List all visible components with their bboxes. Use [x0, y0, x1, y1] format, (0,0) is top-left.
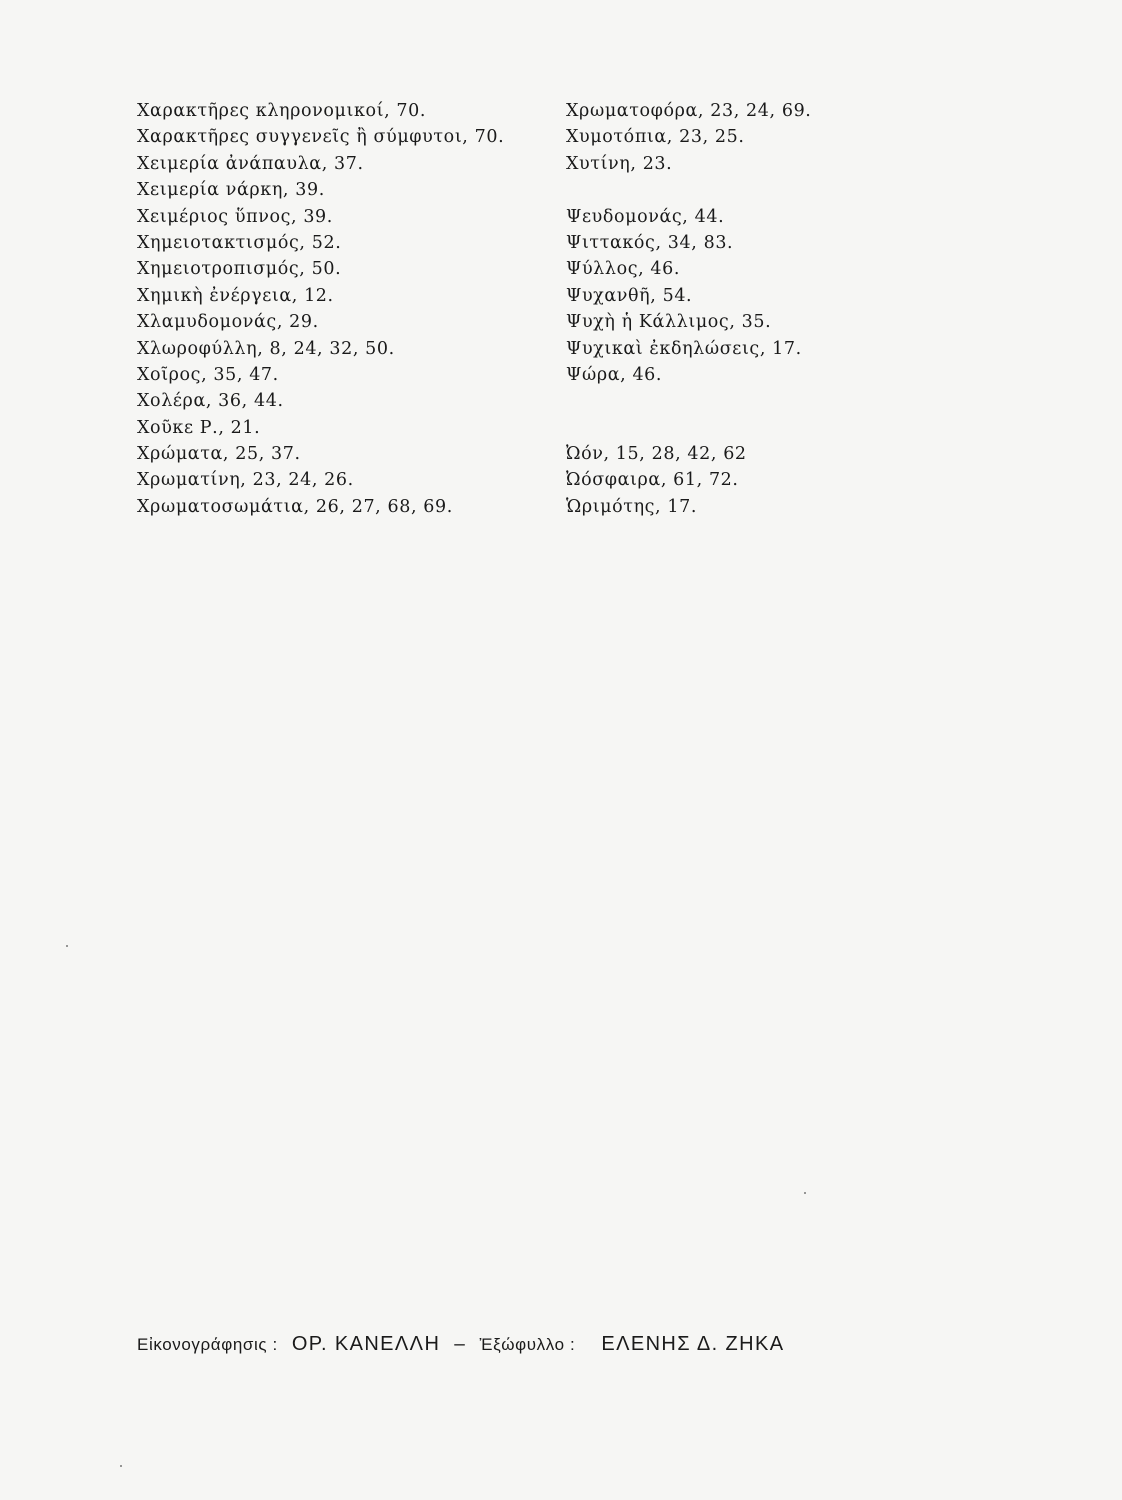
cover-name: ΕΛΕΝΗΣ Δ. ΖΗΚΑ	[601, 1333, 785, 1355]
index-entry: Ὡριμότης, 17.	[566, 496, 698, 517]
index-entry: Ὠόσφαιρα, 61, 72.	[566, 470, 739, 491]
index-entry: Ψευδομονάς, 44.	[566, 206, 725, 227]
index-entry: Ὠόν, 15, 28, 42, 62	[566, 444, 747, 465]
index-entry: Ψώρα, 46.	[566, 364, 663, 385]
index-entry: Χλαμυδομονάς, 29.	[137, 312, 319, 333]
index-entry: Χειμέριος ὕπνος, 39.	[137, 206, 333, 227]
section-gap	[566, 388, 986, 441]
index-entry: Ψυχὴ ἡ Κάλλιμος, 35.	[566, 312, 772, 333]
index-entry: Ψιττακός, 34, 83.	[566, 232, 734, 253]
index-entry: Ψυχανθῆ, 54.	[566, 285, 693, 306]
index-column-left	[137, 98, 557, 520]
index-entry: Ψυχικαὶ ἐκδηλώσεις, 17.	[566, 338, 802, 359]
index-entry: Ψύλλος, 46.	[566, 259, 681, 280]
index-entry: Χοῦκε Ρ., 21.	[137, 417, 261, 438]
illustrations-name: ΟΡ. ΚΑΝΕΛΛΗ	[291, 1333, 441, 1355]
credits-line	[137, 1333, 1027, 1356]
index-entry: Χημειοτακτισμός, 52.	[137, 232, 342, 253]
index-entry: Χημειοτροπισμός, 50.	[137, 259, 342, 280]
index-entry: Χειμερία νάρκη, 39.	[137, 180, 325, 201]
index-entry: Χρωματοσωμάτια, 26, 27, 68, 69.	[137, 496, 453, 517]
index-entry: Χολέρα, 36, 44.	[137, 391, 284, 412]
speck	[66, 945, 68, 947]
index-entry: Χαρακτῆρες κληρονομικοί, 70.	[137, 101, 427, 121]
index-entry: Χοῖρος, 35, 47.	[137, 364, 279, 385]
index-entry: Χρωματοφόρα, 23, 24, 69.	[566, 101, 812, 121]
index-entry: Χλωροφύλλη, 8, 24, 32, 50.	[137, 338, 395, 359]
index-entry: Χυμοτόπια, 23, 25.	[566, 127, 745, 148]
index-entry: Χημικὴ ἐνέργεια, 12.	[137, 285, 334, 306]
cover-label: Ἐξώφυλλο :	[479, 1335, 576, 1354]
speck	[804, 1192, 806, 1194]
section-gap	[566, 177, 986, 203]
illustrations-label: Εἰκονογράφησις :	[137, 1335, 278, 1354]
credits-separator: –	[454, 1334, 466, 1355]
index-entry: Χρωματίνη, 23, 24, 26.	[137, 470, 354, 491]
speck	[120, 1465, 122, 1467]
index-entry: Χρώματα, 25, 37.	[137, 444, 301, 465]
index-column-right	[566, 98, 986, 520]
index-entry: Χειμερία ἀνάπαυλα, 37.	[137, 153, 364, 174]
index-entry: Χαρακτῆρες συγγενεῖς ἢ σύμφυτοι, 70.	[137, 127, 505, 148]
index-entry: Χυτίνη, 23.	[566, 153, 673, 174]
